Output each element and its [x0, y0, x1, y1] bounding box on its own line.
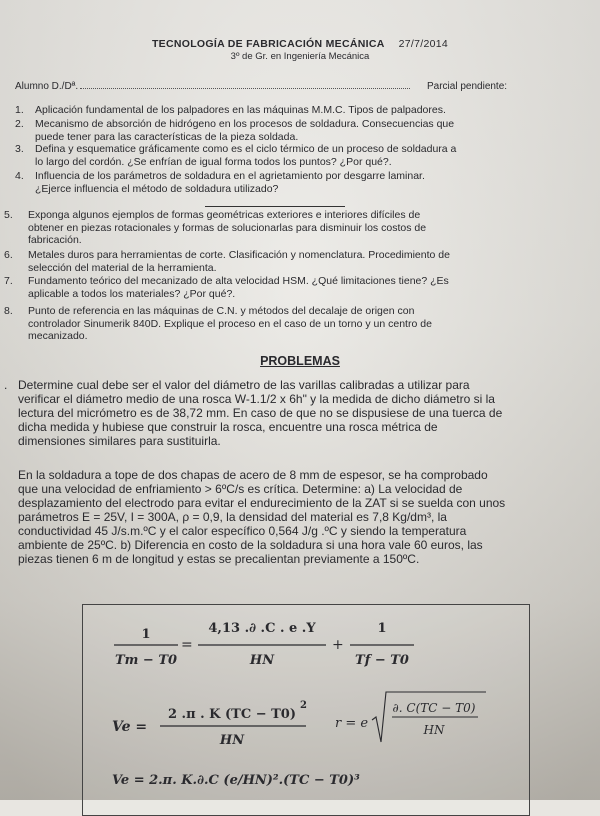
f1-mid-denominator: HN: [249, 653, 275, 668]
course-title: TECNOLOGÍA DE FABRICACIÓN MECÁNICA: [151, 38, 385, 50]
student-label: Alumno D./Dª.: [15, 81, 79, 92]
f3-numerator: ∂. C(TC − T0): [392, 701, 476, 715]
f4-formula: Ve = 2.π. K.∂.C (e/HN)².(TC − T0)³: [112, 773, 360, 788]
f1-plus: +: [332, 637, 344, 653]
exam-date: 27/7/2014: [398, 38, 449, 50]
question-line: Fundamento teórico del mecanizado de alta velocidad HSM. ¿Qué limitaciones tiene? ¿Es: [28, 275, 449, 287]
problem-line: Determine cual debe ser el valor del diámetro de las varillas calibradas a utilizar para: [18, 378, 470, 392]
question-line: obtener en piezas rotacionales y formas de solucionarlas para disminuir los costos de: [28, 221, 427, 234]
question-number: 7.: [4, 275, 13, 287]
question-line: lo largo del cordón. ¿Se enfrían de igual forma todos los puntos? ¿Por qué?.: [35, 155, 392, 168]
f3-lhs: r = e: [335, 716, 369, 731]
problem-line: parámetros E = 25V, I = 300A, ρ = 0,9, la densidad del material es 7,8 Kg/dm³, la: [18, 510, 447, 524]
f3-denominator: HN: [423, 723, 445, 737]
question-number: 6.: [4, 249, 13, 261]
f1-rhs-numerator: 1: [377, 621, 387, 636]
problem-line: dimensiones similares para sustituirla.: [18, 434, 221, 448]
question-line: Defina y esquematice gráficamente como es el ciclo térmico de un proceso de soldadura a: [35, 143, 457, 155]
question-line: ¿Ejerce influencia el método de soldadura utilizado?: [35, 182, 279, 195]
pending-partial-label: Parcial pendiente:: [427, 81, 508, 92]
problem-line: desplazamiento del electrodo para evitar el endurecimiento de la ZAT si se suelda con unos: [18, 496, 506, 510]
question-line: controlador Sinumerik 840D. Explique el proceso en el caso de un torno y un centro de: [28, 317, 432, 330]
question-number: 4.: [15, 170, 24, 182]
question-line: mecanizado.: [28, 330, 88, 342]
question-line: Metales duros para herramientas de corte. Clasificación y nomenclatura. Procedimiento de: [28, 249, 450, 261]
question-line: Aplicación fundamental de los palpadores en las máquinas M.M.C. Tipos de palpadores.: [35, 104, 446, 116]
problem-line: lectura del micrómetro es de 38,72 mm. En caso de que no se dispusiese de una tuerca de: [18, 406, 503, 420]
f2-denominator: HN: [219, 733, 245, 748]
question-line: Punto de referencia en las máquinas de C.N. y métodos del decalaje de origen con: [28, 305, 415, 317]
problems-heading: PROBLEMAS: [260, 354, 340, 368]
question-number: 2.: [15, 118, 24, 130]
question-line: Influencia de los parámetros de soldadura en el agrietamiento por desgarre laminar.: [35, 170, 425, 182]
problem-line: conductividad 45 J/s.m.ºC y el calor específico 0,564 J/g .ºC y siendo la temperatura: [18, 524, 467, 538]
question-line: fabricación.: [28, 234, 82, 246]
f1-lhs-denominator: Tm − T0: [114, 653, 178, 668]
f2-numerator: 2 .π . K (TC − T0): [167, 707, 297, 722]
f1-lhs-numerator: 1: [141, 627, 151, 642]
question-number: 3.: [15, 143, 24, 155]
question-line: selección del material de la herramienta.: [28, 261, 217, 274]
question-line: Mecanismo de absorción de hidrógeno en los procesos de soldadura. Consecuencias que: [35, 118, 455, 130]
question-number: 5.: [4, 209, 13, 221]
f2-exponent: 2: [300, 700, 307, 711]
problem-line: verificar el diámetro medio de una rosca W-1.1/2 x 6h" y la medida de dicho diámetro si la: [18, 392, 495, 406]
question-line: puede tener para las características de la pieza soldada.: [35, 130, 299, 143]
problem-bullet: .: [4, 378, 8, 392]
problem-line: dicha medida y hubiese que construir la rosca, encuentre una rosca métrica de: [18, 420, 438, 434]
f1-rhs-denominator: Tf − T0: [355, 653, 409, 668]
question-line: Exponga algunos ejemplos de formas geométricas exteriores e interiores difíciles de: [28, 209, 421, 221]
problem-line: que una velocidad de enfriamiento > 6ºC/s es crítica. Determine: a) La velocidad de: [18, 482, 463, 496]
f1-mid-numerator: 4,13 .∂ .C . e .Y: [208, 621, 316, 636]
problem-line: En la soldadura a tope de dos chapas de acero de 8 mm de espesor, se ha comprobado: [18, 468, 488, 482]
question-line: aplicable a todos los materiales? ¿Por qué?.: [28, 287, 236, 300]
f2-lhs: Ve =: [112, 719, 148, 735]
question-number: 8.: [4, 305, 13, 317]
problem-line: ambiente de 25ºC. b) Diferencia en costo de la soldadura si una hora vale 60 euros, las: [18, 538, 483, 552]
question-number: 1.: [15, 104, 24, 116]
exam-subtitle: 3º de Gr. en Ingeniería Mecánica: [230, 51, 370, 62]
f1-equals: =: [181, 637, 193, 653]
problem-line: piezas tienen 6 m de longitud y estas se precalientan previamente a 150ºC.: [18, 552, 420, 566]
